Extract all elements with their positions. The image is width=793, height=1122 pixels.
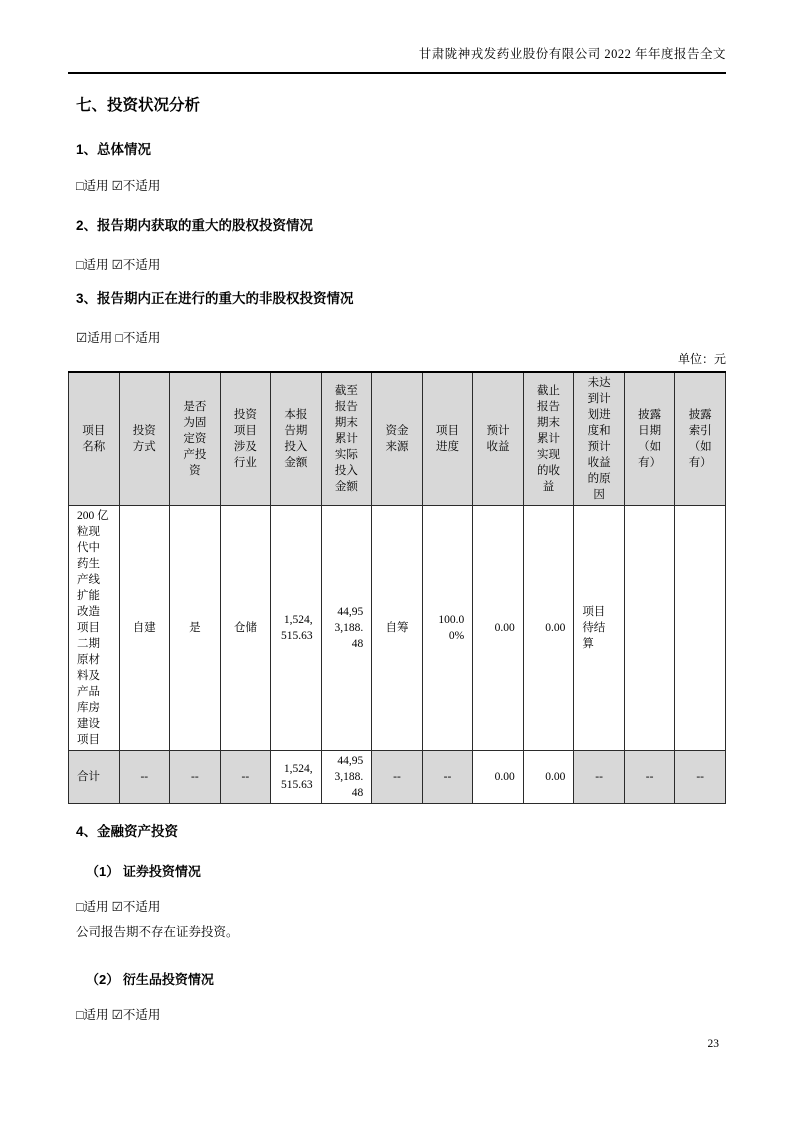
col-header-industry: 投资项目涉及行业 (220, 372, 271, 506)
cell-project-name: 200 亿粒现代中药生产线扩能改造项目二期原材料及产品库房建设项目 (69, 506, 120, 751)
total-disclosure-index: -- (675, 751, 726, 804)
unit-label: 单位：元 (677, 352, 726, 366)
total-progress: -- (422, 751, 473, 804)
total-expected-return: 0.00 (473, 751, 524, 804)
subsection-4-2-heading: （2） 衍生品投资情况 (86, 972, 214, 987)
applicability-line-3: ☑适用 □不适用 (76, 331, 161, 345)
subsection-4-1-heading: （1） 证券投资情况 (86, 864, 201, 879)
col-header-realized-return: 截止报告期末累计实现的收益 (523, 372, 574, 506)
total-funding-source: -- (372, 751, 423, 804)
subsection-1-heading: 1、总体情况 (76, 142, 152, 157)
cell-delay-reason: 项目待结算 (574, 506, 625, 751)
non-equity-investment-table (68, 371, 726, 804)
cell-period-investment: 1,524,515.63 (271, 506, 322, 751)
col-header-period-investment: 本报告期投入金额 (271, 372, 322, 506)
cell-investment-method: 自建 (119, 506, 170, 751)
total-period-investment: 1,524,515.63 (271, 751, 322, 804)
cell-expected-return: 0.00 (473, 506, 524, 751)
total-cumulative-investment: 44,953,188.48 (321, 751, 372, 804)
cell-fixed-asset: 是 (170, 506, 221, 751)
subsection-4-heading: 4、金融资产投资 (76, 824, 179, 839)
applicability-line-5: □适用 ☑不适用 (76, 1008, 161, 1022)
header-divider (68, 72, 726, 74)
col-header-expected-return: 预计收益 (473, 372, 524, 506)
cell-disclosure-date (624, 506, 675, 751)
col-header-cumulative-investment: 截至报告期末累计实际投入金额 (321, 372, 372, 506)
cell-disclosure-index (675, 506, 726, 751)
page-number: 23 (707, 1038, 719, 1050)
total-delay-reason: -- (574, 751, 625, 804)
col-header-project-name: 项目名称 (69, 372, 120, 506)
total-fixed-asset: -- (170, 751, 221, 804)
subsection-3-heading: 3、报告期内正在进行的重大的非股权投资情况 (76, 291, 354, 306)
applicability-line-2: □适用 ☑不适用 (76, 258, 161, 272)
cell-realized-return: 0.00 (523, 506, 574, 751)
table-row (69, 506, 726, 751)
col-header-disclosure-date: 披露日期（如有） (624, 372, 675, 506)
cell-industry: 仓储 (220, 506, 271, 751)
col-header-progress: 项目进度 (422, 372, 473, 506)
total-industry: -- (220, 751, 271, 804)
applicability-line-4: □适用 ☑不适用 (76, 900, 161, 914)
col-header-investment-method: 投资方式 (119, 372, 170, 506)
total-realized-return: 0.00 (523, 751, 574, 804)
securities-note: 公司报告期不存在证券投资。 (76, 925, 239, 939)
cell-funding-source: 自筹 (372, 506, 423, 751)
cell-progress: 100.00% (422, 506, 473, 751)
table-total-row (69, 751, 726, 804)
total-disclosure-date: -- (624, 751, 675, 804)
doc-header-title: 甘肃陇神戎发药业股份有限公司 2022 年年度报告全文 (418, 47, 726, 61)
cell-cumulative-investment: 44,953,188.48 (321, 506, 372, 751)
col-header-delay-reason: 未达到计划进度和预计收益的原因 (574, 372, 625, 506)
applicability-line-1: □适用 ☑不适用 (76, 179, 161, 193)
subsection-2-heading: 2、报告期内获取的重大的股权投资情况 (76, 218, 314, 233)
total-investment-method: -- (119, 751, 170, 804)
table-header-row (69, 372, 726, 506)
section-heading-investment-analysis: 七、投资状况分析 (76, 97, 201, 114)
col-header-funding-source: 资金来源 (372, 372, 423, 506)
total-label: 合计 (69, 751, 120, 804)
col-header-fixed-asset: 是否为固定资产投资 (170, 372, 221, 506)
col-header-disclosure-index: 披露索引（如有） (675, 372, 726, 506)
